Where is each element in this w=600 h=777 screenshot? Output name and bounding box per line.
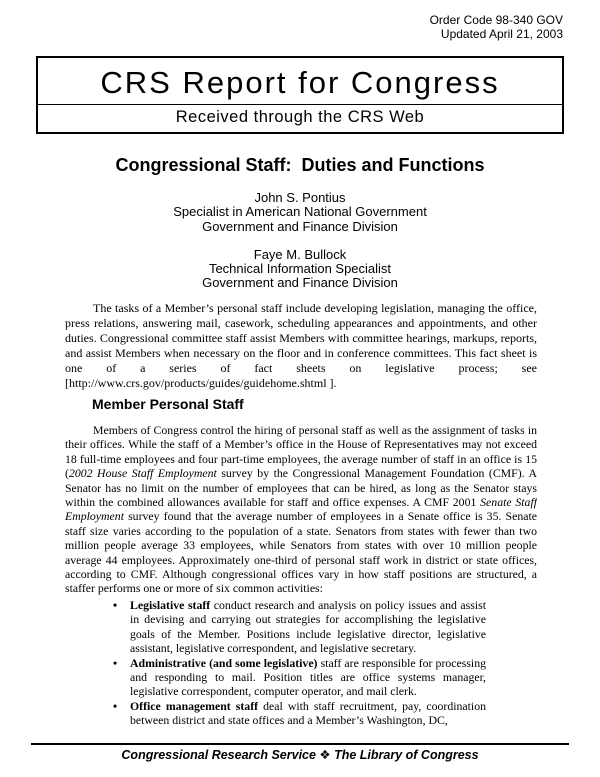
page-footer: [31, 743, 569, 762]
bullet-item: [130, 699, 486, 728]
paragraph-text: Members of Congress control the hiring of personal staff as well as the assignment of tasks in their offices. While the staff of a Member’s office in the House of Representatives may not exceed 18 full-time employees and four part-time employees, the average number of staff in an office is 15 (: [65, 423, 537, 481]
bullet-text: deal with staff recruitment, pay, coordination between district and state offices and a Member’s Washington, DC,: [130, 698, 486, 728]
banner-title: CRS Report for Congress: [100, 65, 500, 100]
bullet-lead: Office management staff: [130, 698, 259, 713]
body-paragraph: [65, 423, 537, 596]
author-block: [0, 191, 600, 291]
italic-citation: 2002 House Staff Employment: [68, 466, 217, 481]
italic-citation: Senate Staff Employment: [65, 495, 537, 524]
author-name: Faye M. Bullock: [253, 246, 347, 262]
order-code-block: [430, 14, 563, 41]
author-name: John S. Pontius: [254, 190, 346, 205]
author-division: Government and Finance Division: [202, 275, 398, 291]
report-title: Congressional Staff: Duties and Functions: [115, 155, 485, 175]
paragraph-text: survey by the Congressional Management Foundation (CMF). A Senator has no limit on the number of employees that can be hired, as long as the Senator stays within the combined allowances available for staff and office expenses. A CMF 2001: [65, 466, 537, 510]
order-code: Order Code 98-340 GOV: [429, 13, 563, 27]
author-division: Government and Finance Division: [202, 218, 398, 234]
author-group: [0, 248, 600, 291]
updated-date: Updated April 21, 2003: [440, 26, 563, 41]
bullet-item: [130, 598, 486, 656]
bullet-lead: Administrative (and some legislative): [130, 655, 318, 670]
bullet-text: staff are responsible for processing and responding to mail. Position titles are office systems manager, legislative correspondent, computer operator, and mail clerk.: [130, 655, 486, 699]
author-role: Technical Information Specialist: [208, 261, 392, 277]
crs-banner: [36, 56, 564, 134]
paragraph-text: survey found that the average number of employees in a Senate office is 35. Senate staff size varies according to the population of a state. Senators from states with fewer than two million people average 33 employees, while Senators from states with over 10 million people average 44 employees. Approximately one-third of personal staff work in district or state offices, according to CMF. Although congressional offices vary in how staff positions are structured, a staffer performs one or more of six common activities:: [65, 509, 537, 596]
abstract-paragraph: The tasks of a Member’s personal staff include developing legislation, managing the office, press relations, answering mail, casework, scheduling appearances and appointments, and other duties. Congressional committee staff assist Members with committee hearings, markups, reports, and assist Members when necessary on the floor and in conference committees. This fact sheet is one of a series of fact sheets on legislative process; see [http://www.crs.gov/products/guides/guidehome.shtml ].: [65, 301, 537, 390]
bullet-item: [130, 656, 486, 699]
author-group: [0, 191, 600, 234]
section-heading: Member Personal Staff: [92, 396, 244, 412]
section-body: [65, 423, 537, 728]
bullet-lead: Legislative staff: [130, 597, 211, 612]
author-role: Specialist in American National Government: [173, 204, 427, 220]
bullet-text: conduct research and analysis on policy issues and assist in devising and carrying out strategies for accomplishing the legislative goals of the Member. Positions include legislative director, legislative assistant, legislative correspondent, and legislative secretary.: [130, 597, 486, 656]
banner-subtitle: Received through the CRS Web: [175, 108, 425, 126]
bullet-list: [130, 598, 486, 728]
footer-text: Congressional Research Service ❖ The Library of Congress: [121, 748, 479, 762]
